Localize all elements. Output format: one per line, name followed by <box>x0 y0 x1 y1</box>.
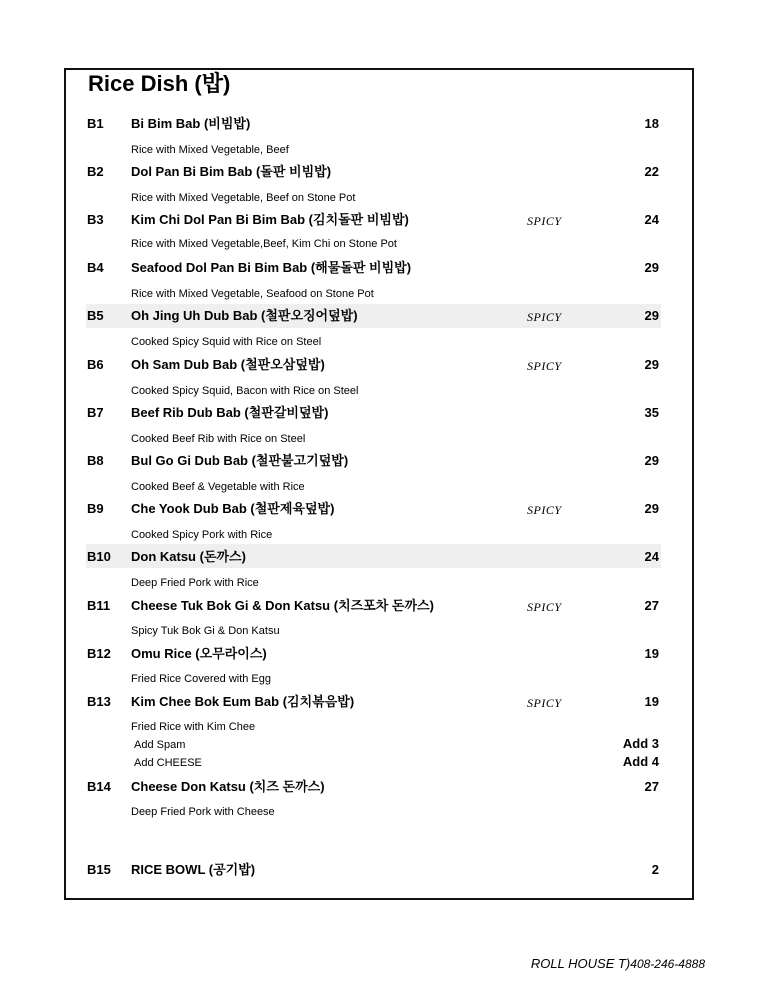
item-name: RICE BOWL (공기밥) <box>131 862 256 877</box>
item-name: Beef Rib Dub Bab (철판갈비덮밥) <box>131 405 329 420</box>
item-price: 27 <box>644 779 659 794</box>
addon-price: Add 4 <box>622 754 659 769</box>
item-name: Cheese Don Katsu (치즈 돈까스) <box>131 779 325 794</box>
item-code: B8 <box>87 453 104 468</box>
spicy-label: SPICY <box>527 503 562 517</box>
item-code: B10 <box>87 549 111 564</box>
restaurant-name: ROLL HOUSE T) <box>530 956 631 971</box>
item-name: Seafood Dol Pan Bi Bim Bab (해물돌판 비빔밥) <box>131 260 412 275</box>
item-price: 22 <box>644 164 659 179</box>
item-code: B4 <box>87 260 104 275</box>
item-code: B2 <box>87 164 104 179</box>
item-name: Cheese Tuk Bok Gi & Don Katsu (치즈포차 돈까스) <box>131 598 434 613</box>
item-price: 24 <box>644 549 659 564</box>
spicy-label: SPICY <box>527 359 562 373</box>
item-code: B7 <box>87 405 104 420</box>
item-description: Rice with Mixed Vegetable, Seafood on Stone Pot <box>131 288 374 300</box>
item-price: 29 <box>644 357 659 372</box>
item-price: 35 <box>644 405 659 420</box>
item-code: B15 <box>87 862 111 877</box>
spicy-label: SPICY <box>527 696 562 710</box>
phone-number: 408-246-4888 <box>630 957 705 971</box>
item-name: Oh Sam Dub Bab (철판오삼덮밥) <box>131 357 325 372</box>
item-code: B11 <box>87 598 111 613</box>
item-description: Spicy Tuk Bok Gi & Don Katsu <box>131 625 280 637</box>
item-description: Fried Rice with Kim Chee <box>131 721 256 733</box>
spicy-label: SPICY <box>527 310 562 324</box>
addon-label: Add CHEESE <box>134 757 202 769</box>
item-name: Don Katsu (돈까스) <box>131 549 246 564</box>
item-code: B13 <box>87 694 111 709</box>
item-name: Omu Rice (오무라이스) <box>131 646 267 661</box>
item-description: Fried Rice Covered with Egg <box>131 673 272 685</box>
spicy-label: SPICY <box>527 600 562 614</box>
item-price: 29 <box>644 308 659 323</box>
addon-label: Add Spam <box>134 739 186 751</box>
item-price: 29 <box>644 260 659 275</box>
item-description: Rice with Mixed Vegetable,Beef, Kim Chi on Stone Pot <box>131 238 397 250</box>
item-price: 19 <box>644 694 659 709</box>
item-name: Oh Jing Uh Dub Bab (철판오징어덮밥) <box>131 308 358 323</box>
item-code: B1 <box>87 116 104 131</box>
item-price: 19 <box>644 646 659 661</box>
item-code: B6 <box>87 357 104 372</box>
item-description: Cooked Spicy Pork with Rice <box>131 529 273 541</box>
item-description: Cooked Beef Rib with Rice on Steel <box>131 433 306 445</box>
item-name: Bul Go Gi Dub Bab (철판불고기덮밥) <box>131 453 349 468</box>
item-description: Deep Fried Pork with Cheese <box>131 806 275 818</box>
item-price: 29 <box>644 501 659 516</box>
spicy-label: SPICY <box>527 214 562 228</box>
item-code: B5 <box>87 308 104 323</box>
item-price: 24 <box>644 212 659 227</box>
item-price: 29 <box>644 453 659 468</box>
item-price: 2 <box>651 862 659 877</box>
item-description: Cooked Beef & Vegetable with Rice <box>131 481 305 493</box>
page-title: Rice Dish (밥) <box>88 71 231 96</box>
item-name: Bi Bim Bab (비빔밥) <box>131 116 251 131</box>
item-description: Cooked Spicy Squid, Bacon with Rice on Steel <box>131 385 359 397</box>
item-price: 27 <box>644 598 659 613</box>
item-name: Kim Chee Bok Eum Bab (김치볶음밥) <box>131 694 355 709</box>
item-name: Kim Chi Dol Pan Bi Bim Bab (김치돌판 비빔밥) <box>131 212 409 227</box>
item-code: B12 <box>87 646 111 661</box>
item-code: B9 <box>87 501 104 516</box>
item-code: B14 <box>87 779 111 794</box>
item-name: Che Yook Dub Bab (철판제육덮밥) <box>131 501 335 516</box>
item-description: Cooked Spicy Squid with Rice on Steel <box>131 336 322 348</box>
item-description: Deep Fried Pork with Rice <box>131 577 259 589</box>
addon-price: Add 3 <box>622 736 659 751</box>
item-description: Rice with Mixed Vegetable, Beef on Stone Pot <box>131 192 356 204</box>
item-description: Rice with Mixed Vegetable, Beef <box>131 144 289 156</box>
item-name: Dol Pan Bi Bim Bab (돌판 비빔밥) <box>131 164 332 179</box>
item-code: B3 <box>87 212 104 227</box>
footer-contact <box>531 956 705 972</box>
item-price: 18 <box>644 116 659 131</box>
